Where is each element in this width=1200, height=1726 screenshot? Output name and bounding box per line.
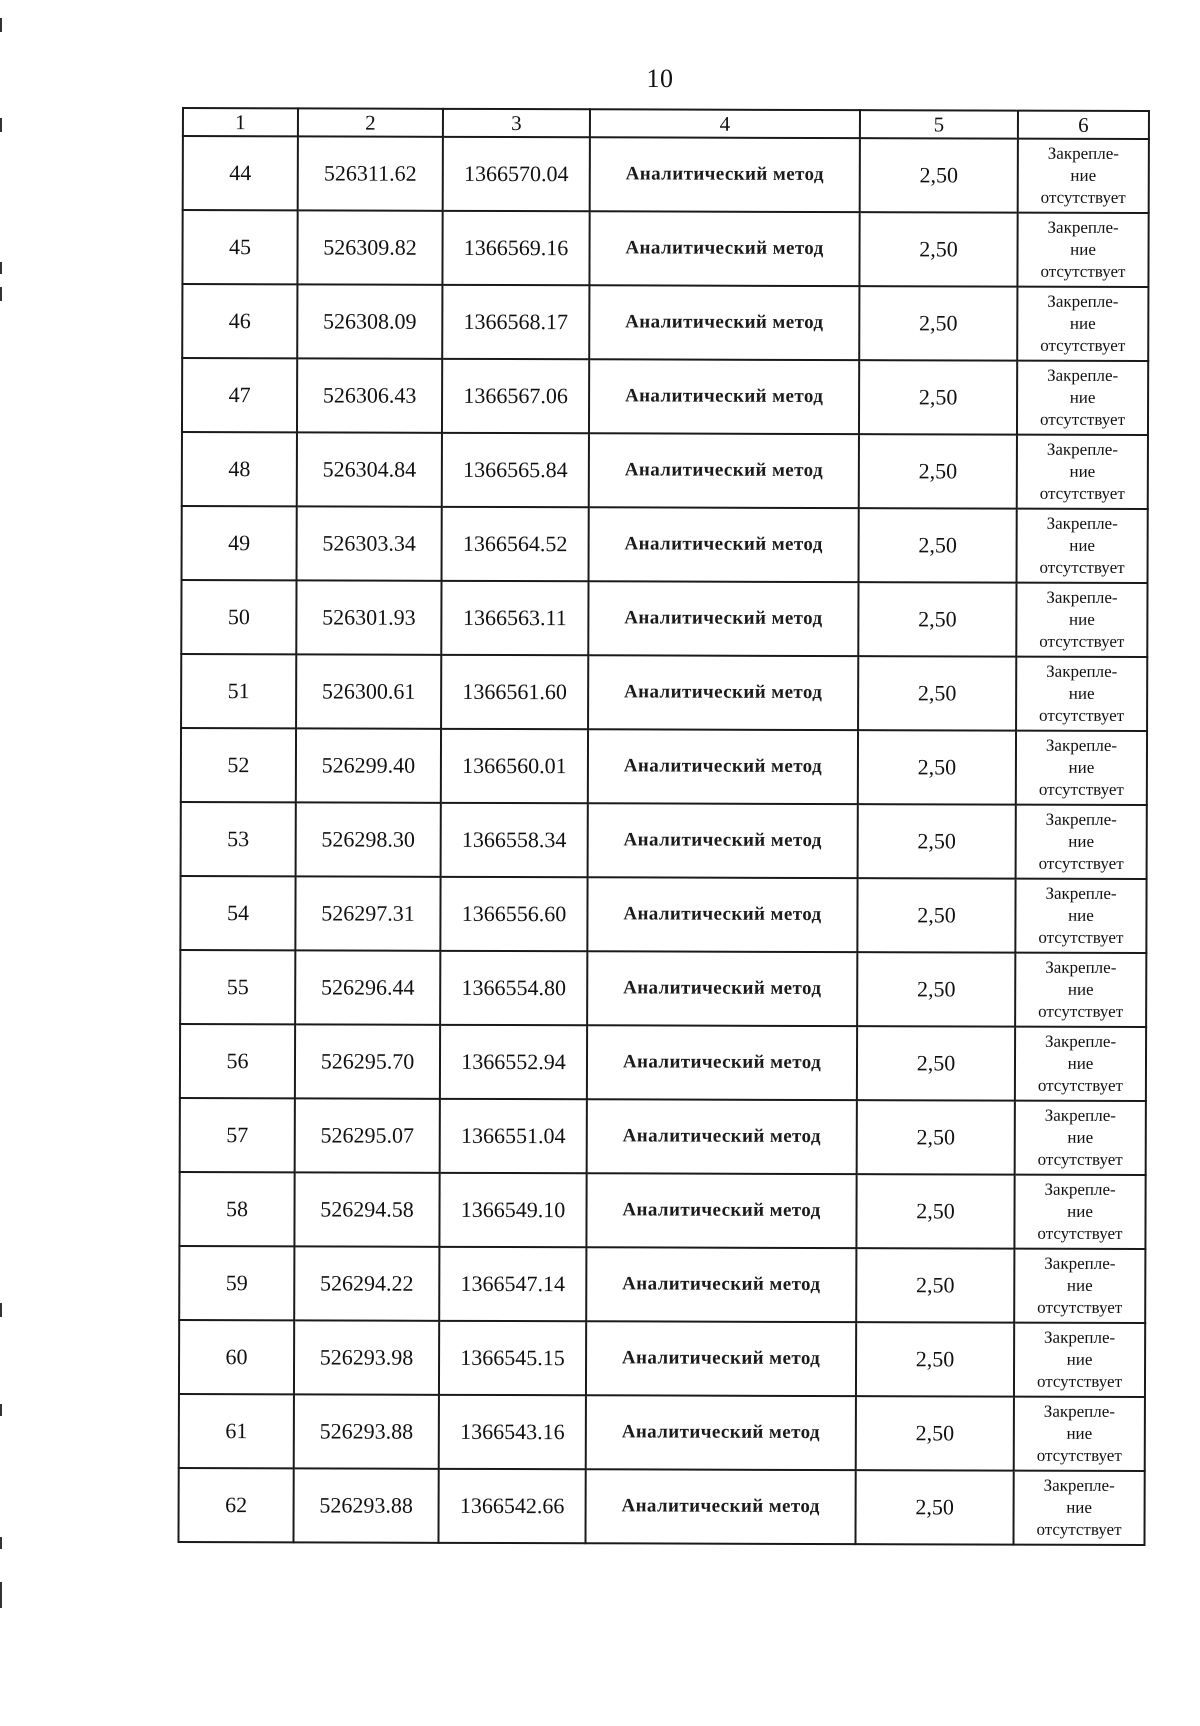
point-number-cell: 55 <box>180 950 295 1024</box>
point-number-cell: 56 <box>180 1024 295 1098</box>
method-cell: Аналитический метод <box>586 1395 856 1470</box>
table-header <box>183 108 1149 139</box>
fixation-cell <box>1015 879 1146 953</box>
y-coordinate-cell: 1366564.52 <box>442 507 589 581</box>
table-row <box>178 1468 1144 1545</box>
fixation-line: отсутствует <box>1038 779 1124 799</box>
fixation-line: ние <box>1070 165 1097 185</box>
fixation-line: отсутствует <box>1039 557 1125 577</box>
fixation-line: отсутствует <box>1039 705 1125 725</box>
fixation-cell <box>1014 1175 1145 1249</box>
fixation-line: отсутствует <box>1038 927 1124 947</box>
fixation-cell <box>1016 805 1147 879</box>
x-coordinate-cell: 526294.22 <box>294 1246 439 1320</box>
table-row <box>179 1246 1145 1323</box>
fixation-line: ние <box>1067 1053 1094 1073</box>
point-number-cell: 51 <box>181 654 296 728</box>
error-cell: 2,50 <box>857 878 1015 952</box>
method-cell: Аналитический метод <box>586 1247 856 1322</box>
table-row <box>182 432 1148 509</box>
point-number-cell: 44 <box>183 136 298 210</box>
error-cell: 2,50 <box>856 1174 1014 1248</box>
method-cell: Аналитический метод <box>587 951 857 1026</box>
fixation-line: Закрепле- <box>1045 809 1117 829</box>
x-coordinate-cell: 526311.62 <box>298 136 443 210</box>
error-cell: 2,50 <box>859 212 1017 286</box>
error-cell: 2,50 <box>859 286 1017 360</box>
x-coordinate-cell: 526297.31 <box>295 876 440 950</box>
header-cell-6: 6 <box>1018 111 1149 139</box>
fixation-line: отсутствует <box>1036 1519 1122 1539</box>
y-coordinate-cell: 1366561.60 <box>441 655 588 729</box>
fixation-line: Закрепле- <box>1045 883 1117 903</box>
point-number-cell: 61 <box>179 1394 294 1468</box>
fixation-line: отсутствует <box>1039 409 1126 429</box>
method-cell: Аналитический метод <box>590 137 860 212</box>
scan-edge-mark <box>0 1404 2 1416</box>
table-row <box>181 580 1147 657</box>
scan-edge-mark <box>0 18 2 32</box>
fixation-cell <box>1017 361 1148 435</box>
fixation-line: Закрепле- <box>1046 439 1119 459</box>
fixation-line: Закрепле- <box>1046 587 1118 607</box>
fixation-line: ние <box>1066 1349 1093 1369</box>
fixation-line: Закрепле- <box>1045 735 1118 755</box>
point-number-cell: 47 <box>182 358 297 432</box>
x-coordinate-cell: 526303.34 <box>297 506 442 580</box>
table-row <box>180 1024 1146 1101</box>
fixation-line: отсутствует <box>1037 1149 1123 1169</box>
point-number-cell: 49 <box>182 506 297 580</box>
error-cell: 2,50 <box>859 508 1017 582</box>
x-coordinate-cell: 526295.70 <box>295 1024 440 1098</box>
fixation-line: Закрепле- <box>1044 1179 1116 1199</box>
point-number-cell: 53 <box>181 802 296 876</box>
y-coordinate-cell: 1366563.11 <box>441 581 588 655</box>
method-cell: Аналитический метод <box>589 433 859 508</box>
table-body <box>178 136 1148 1545</box>
fixation-line: отсутствует <box>1040 261 1126 281</box>
fixation-line: ние <box>1068 757 1095 777</box>
table-row <box>181 728 1147 805</box>
y-coordinate-cell: 1366570.04 <box>443 137 590 211</box>
point-number-cell: 59 <box>179 1246 294 1320</box>
fixation-line: ние <box>1067 979 1094 999</box>
x-coordinate-cell: 526300.61 <box>296 654 441 728</box>
error-cell: 2,50 <box>858 804 1016 878</box>
error-cell: 2,50 <box>858 730 1016 804</box>
table-row <box>182 506 1148 583</box>
point-number-cell: 57 <box>180 1098 295 1172</box>
fixation-line: отсутствует <box>1038 853 1124 873</box>
scan-edge-mark <box>0 1303 2 1317</box>
fixation-line: ние <box>1069 461 1096 481</box>
point-number-cell: 60 <box>179 1320 294 1394</box>
fixation-line: ние <box>1066 1423 1093 1443</box>
x-coordinate-cell: 526295.07 <box>295 1098 440 1172</box>
y-coordinate-cell: 1366551.04 <box>440 1099 587 1173</box>
fixation-cell <box>1017 509 1148 583</box>
error-cell: 2,50 <box>857 1100 1015 1174</box>
fixation-line: Закрепле- <box>1046 661 1118 681</box>
fixation-line: ние <box>1066 1497 1093 1517</box>
header-cell-1: 1 <box>183 108 298 136</box>
method-cell: Аналитический метод <box>589 507 859 582</box>
x-coordinate-cell: 526306.43 <box>297 358 442 432</box>
point-number-cell: 52 <box>181 728 296 802</box>
fixation-line: отсутствует <box>1040 335 1126 355</box>
error-cell: 2,50 <box>859 360 1017 434</box>
error-cell: 2,50 <box>859 434 1017 508</box>
method-cell: Аналитический метод <box>587 877 857 952</box>
fixation-cell <box>1015 1101 1146 1175</box>
scan-edge-mark <box>0 118 2 132</box>
fixation-line: отсутствует <box>1037 1297 1123 1317</box>
fixation-cell <box>1014 1249 1145 1323</box>
method-cell: Аналитический метод <box>589 359 859 434</box>
fixation-line: отсутствует <box>1037 1075 1123 1095</box>
y-coordinate-cell: 1366545.15 <box>439 1321 586 1395</box>
x-coordinate-cell: 526301.93 <box>296 580 441 654</box>
header-cell-3: 3 <box>443 109 590 137</box>
x-coordinate-cell: 526293.98 <box>294 1320 439 1394</box>
table-row <box>180 1098 1146 1175</box>
y-coordinate-cell: 1366569.16 <box>442 211 589 285</box>
y-coordinate-cell: 1366568.17 <box>442 285 589 359</box>
header-cell-5: 5 <box>860 110 1018 138</box>
fixation-line: ние <box>1069 387 1096 407</box>
fixation-cell <box>1013 1471 1144 1545</box>
x-coordinate-cell: 526304.84 <box>297 432 442 506</box>
method-cell: Аналитический метод <box>588 729 858 804</box>
error-cell: 2,50 <box>860 138 1018 212</box>
table-row <box>181 802 1147 879</box>
x-coordinate-cell: 526293.88 <box>293 1468 438 1542</box>
fixation-line: Закрепле- <box>1047 217 1119 237</box>
scan-edge-mark <box>0 1582 2 1608</box>
method-cell: Аналитический метод <box>587 1025 857 1100</box>
fixation-line: ние <box>1069 313 1096 333</box>
fixation-line: Закрепле- <box>1047 365 1119 385</box>
error-cell: 2,50 <box>857 952 1015 1026</box>
fixation-line: Закрепле- <box>1046 513 1118 533</box>
fixation-line: ние <box>1067 1127 1094 1147</box>
point-number-cell: 46 <box>182 284 297 358</box>
fixation-cell <box>1016 657 1147 731</box>
scan-edge-mark <box>0 262 2 274</box>
page-number: 10 <box>646 64 674 93</box>
fixation-cell <box>1015 1027 1146 1101</box>
fixation-line: отсутствует <box>1036 1371 1123 1391</box>
y-coordinate-cell: 1366565.84 <box>442 433 589 507</box>
table-row <box>179 1320 1145 1397</box>
error-cell: 2,50 <box>857 1026 1015 1100</box>
x-coordinate-cell: 526296.44 <box>295 950 440 1024</box>
point-number-cell: 58 <box>179 1172 294 1246</box>
fixation-cell <box>1014 1323 1145 1397</box>
table-row <box>182 358 1148 435</box>
header-cell-2: 2 <box>298 108 443 136</box>
fixation-line: Закрепле- <box>1047 143 1119 163</box>
fixation-cell <box>1017 287 1148 361</box>
scan-edge-mark <box>0 287 2 301</box>
y-coordinate-cell: 1366547.14 <box>439 1247 586 1321</box>
error-cell: 2,50 <box>858 656 1016 730</box>
y-coordinate-cell: 1366567.06 <box>442 359 589 433</box>
fixation-line: ние <box>1068 683 1095 703</box>
point-number-cell: 45 <box>182 210 297 284</box>
fixation-line: отсутствует <box>1039 631 1125 651</box>
y-coordinate-cell: 1366552.94 <box>440 1025 587 1099</box>
fixation-line: Закрепле- <box>1044 1105 1116 1125</box>
method-cell: Аналитический метод <box>586 1321 856 1396</box>
x-coordinate-cell: 526308.09 <box>297 284 442 358</box>
error-cell: 2,50 <box>856 1396 1014 1470</box>
y-coordinate-cell: 1366543.16 <box>439 1395 586 1469</box>
fixation-line: отсутствует <box>1039 483 1125 503</box>
fixation-line: Закрепле- <box>1043 1401 1116 1421</box>
header-cell-4: 4 <box>590 109 860 138</box>
y-coordinate-cell: 1366549.10 <box>439 1173 586 1247</box>
fixation-line: отсутствует <box>1036 1445 1122 1465</box>
table-row <box>180 950 1146 1027</box>
fixation-line: отсутствует <box>1037 1223 1123 1243</box>
fixation-line: ние <box>1069 535 1096 555</box>
method-cell: Аналитический метод <box>588 581 858 656</box>
table-row <box>179 1394 1145 1471</box>
error-cell: 2,50 <box>855 1470 1013 1544</box>
fixation-line: ние <box>1067 1201 1093 1221</box>
method-cell: Аналитический метод <box>587 1099 857 1174</box>
fixation-cell <box>1015 953 1146 1027</box>
fixation-cell <box>1016 583 1147 657</box>
method-cell: Аналитический метод <box>588 655 858 730</box>
fixation-cell <box>1017 213 1148 287</box>
table-row <box>183 136 1149 213</box>
fixation-line: ние <box>1070 239 1096 259</box>
fixation-cell <box>1016 731 1147 805</box>
table-row <box>179 1172 1145 1249</box>
method-cell: Аналитический метод <box>589 285 859 360</box>
fixation-line: Закрепле- <box>1045 957 1117 977</box>
table-row <box>181 654 1147 731</box>
fixation-cell <box>1014 1397 1145 1471</box>
method-cell: Аналитический метод <box>588 803 858 878</box>
method-cell: Аналитический метод <box>586 1173 856 1248</box>
fixation-cell <box>1017 435 1148 509</box>
x-coordinate-cell: 526294.58 <box>294 1172 439 1246</box>
point-number-cell: 54 <box>180 876 295 950</box>
point-number-cell: 62 <box>178 1468 293 1542</box>
y-coordinate-cell: 1366556.60 <box>440 877 587 951</box>
error-cell: 2,50 <box>856 1248 1014 1322</box>
fixation-line: Закрепле- <box>1044 1031 1117 1051</box>
fixation-line: отсутствует <box>1038 1001 1124 1021</box>
point-number-cell: 48 <box>182 432 297 506</box>
fixation-line: Закрепле- <box>1044 1327 1116 1347</box>
fixation-line: Закрепле- <box>1044 1253 1116 1273</box>
method-cell: Аналитический метод <box>589 211 859 286</box>
fixation-line: отсутствует <box>1040 187 1126 207</box>
y-coordinate-cell: 1366554.80 <box>440 951 587 1025</box>
x-coordinate-cell: 526293.88 <box>294 1394 439 1468</box>
table-row <box>182 284 1148 361</box>
error-cell: 2,50 <box>858 582 1016 656</box>
scan-edge-mark <box>0 1537 2 1549</box>
y-coordinate-cell: 1366542.66 <box>438 1469 585 1543</box>
point-number-cell: 50 <box>181 580 296 654</box>
x-coordinate-cell: 526309.82 <box>297 210 442 284</box>
fixation-line: ние <box>1066 1275 1093 1295</box>
table-row <box>182 210 1148 287</box>
fixation-cell <box>1018 139 1149 213</box>
fixation-line: ние <box>1068 905 1094 925</box>
fixation-line: Закрепле- <box>1047 291 1119 311</box>
x-coordinate-cell: 526298.30 <box>296 802 441 876</box>
header-row <box>183 108 1149 139</box>
x-coordinate-cell: 526299.40 <box>296 728 441 802</box>
fixation-line: Закрепле- <box>1043 1475 1115 1495</box>
error-cell: 2,50 <box>856 1322 1014 1396</box>
table-row <box>180 876 1146 953</box>
y-coordinate-cell: 1366560.01 <box>441 729 588 803</box>
coordinates-table <box>177 107 1150 1546</box>
fixation-line: ние <box>1068 831 1095 851</box>
y-coordinate-cell: 1366558.34 <box>441 803 588 877</box>
fixation-line: ние <box>1068 609 1095 629</box>
method-cell: Аналитический метод <box>585 1469 855 1544</box>
